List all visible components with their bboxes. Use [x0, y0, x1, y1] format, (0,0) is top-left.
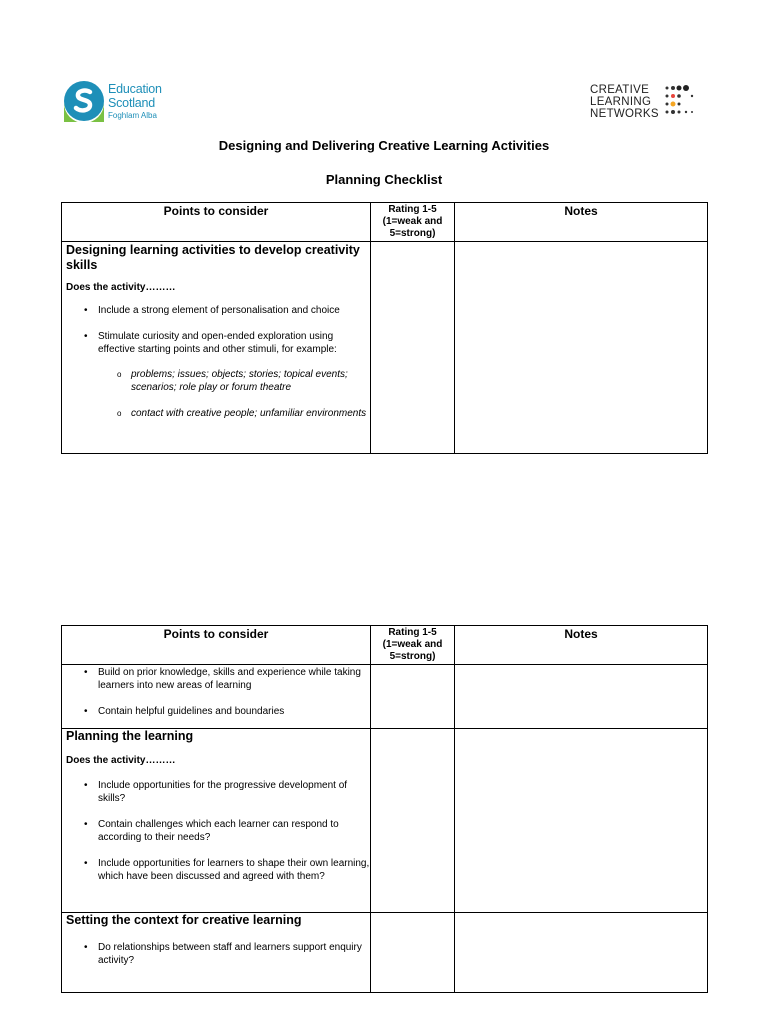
checklist-table-2 — [61, 625, 708, 993]
points-cell — [62, 665, 371, 729]
rating-cell[interactable] — [371, 729, 455, 913]
lead-text: Does the activity……… — [66, 282, 176, 293]
education-scotland-logo — [63, 80, 183, 126]
creative-learning-networks-logo — [590, 84, 710, 124]
list-item: • Stimulate curiosity and open-ended exploration using effective starting points and other stimuli, for example: — [84, 331, 337, 355]
notes-cell[interactable] — [455, 913, 708, 993]
header-points: Points to consider — [62, 203, 371, 242]
table-header-row — [62, 626, 708, 665]
header-rating: Rating 1-5 (1=weak and 5=strong) — [371, 626, 455, 665]
rating-cell[interactable] — [371, 913, 455, 993]
section-title: Setting the context for creative learning — [66, 913, 302, 927]
list-item: • Contain challenges which each learner can respond to according to their needs? — [84, 819, 339, 843]
cln-logo-line1: CREATIVE — [590, 84, 650, 96]
notes-cell[interactable] — [455, 665, 708, 729]
list-item: • Contain helpful guidelines and boundaries — [84, 706, 285, 717]
header-notes: Notes — [455, 626, 708, 665]
list-item: • Include a strong element of personalisation and choice — [84, 305, 340, 316]
cln-logo-line3: NETWORKS — [590, 108, 659, 120]
cln-logo-line2: LEARNING — [590, 96, 652, 108]
notes-cell[interactable] — [455, 242, 708, 454]
rating-cell[interactable] — [371, 242, 455, 454]
points-cell — [62, 913, 371, 993]
education-scotland-mark-icon — [63, 80, 105, 122]
list-item: • Build on prior knowledge, skills and experience while taking learners into new areas of learning — [84, 667, 361, 691]
list-item: • Do relationships between staff and learners support enquiry activity? — [84, 942, 362, 966]
document-subtitle: Planning Checklist — [325, 172, 443, 187]
es-logo-line2: Scotland — [108, 95, 156, 110]
list-item: • Include opportunities for the progressive development of skills? — [84, 780, 348, 804]
section-title: Planning the learning — [66, 729, 194, 743]
section-title: Designing learning activities to develop creativity skills — [66, 243, 360, 272]
table-header-row — [62, 203, 708, 242]
es-logo-line3: Foghlam Alba — [108, 111, 157, 120]
table-row — [62, 729, 708, 913]
sub-list-item: o contact with creative people; unfamiliar environments — [117, 408, 367, 419]
list-item: • Include opportunities for learners to shape their own learning, which have been discussed and agreed with them? — [84, 858, 370, 882]
points-cell — [62, 242, 371, 454]
table-row — [62, 242, 708, 454]
table-row — [62, 913, 708, 993]
header-points: Points to consider — [62, 626, 371, 665]
cln-dot-grid-icon — [664, 84, 704, 120]
es-logo-line1: Education — [108, 82, 162, 96]
header-notes: Notes — [455, 203, 708, 242]
rating-cell[interactable] — [371, 665, 455, 729]
table-row — [62, 665, 708, 729]
points-cell — [62, 729, 371, 913]
lead-text: Does the activity……… — [66, 755, 176, 766]
notes-cell[interactable] — [455, 729, 708, 913]
header-rating: Rating 1-5 (1=weak and 5=strong) — [371, 203, 455, 242]
checklist-table-1 — [61, 202, 708, 454]
document-title: Designing and Delivering Creative Learning Activities — [218, 138, 550, 153]
sub-list-item: o problems; issues; objects; stories; topical events; scenarios; role play or forum theatre — [117, 369, 348, 393]
